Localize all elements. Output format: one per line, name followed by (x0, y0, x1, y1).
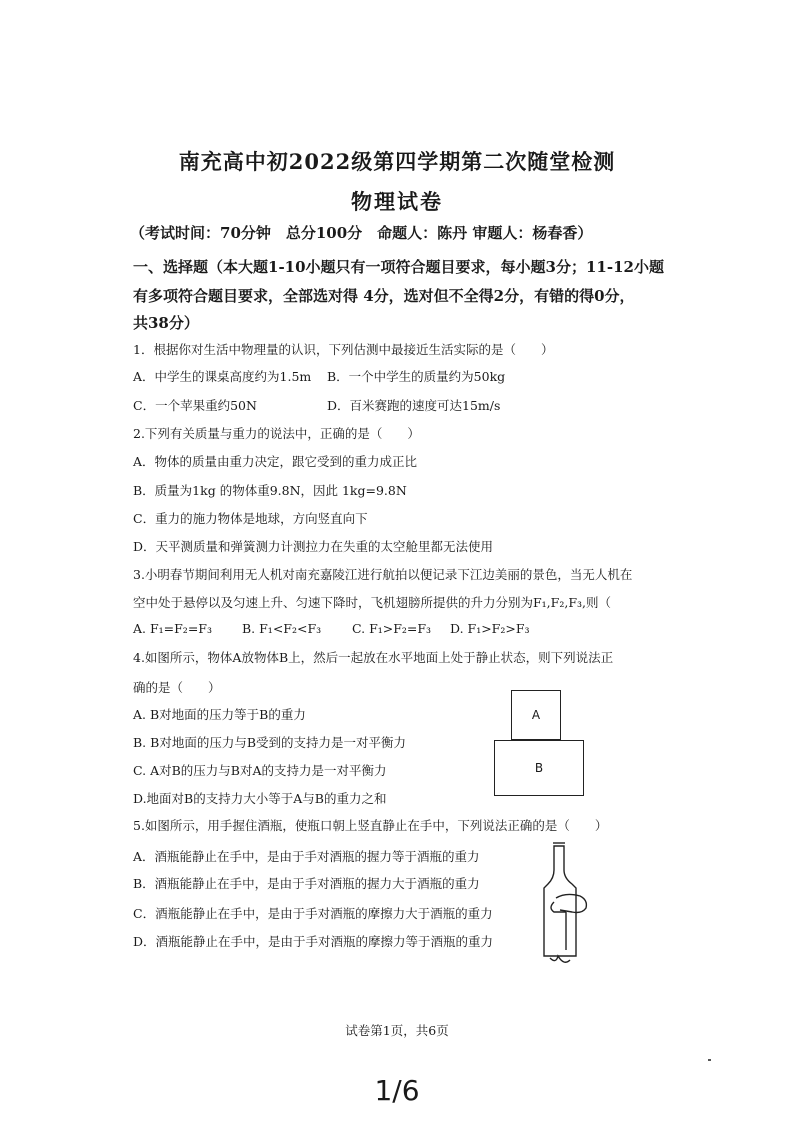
section-heading-line3: 共38分） (133, 314, 199, 332)
q4-option-c: C. A对B的压力与B对A的支持力是一对平衡力 (133, 763, 387, 778)
q3-option-a: A. F₁=F₂=F₃ (133, 621, 212, 636)
q1-option-d: D．百米赛跑的速度可达15m/s (327, 398, 501, 413)
section-heading-line1: 一、选择题（本大题1-10小题只有一项符合题目要求，每小题3分；11-12小题 (133, 258, 664, 276)
block-b-label: B (534, 761, 544, 775)
q5-option-a: A．酒瓶能静止在手中，是由于手对酒瓶的握力等于酒瓶的重力 (133, 849, 480, 864)
page-counter: 1/6 (374, 1074, 420, 1107)
block-a-label: A (531, 708, 541, 722)
block-a (511, 690, 561, 740)
q3-option-b: B. F₁<F₂<F₃ (242, 621, 322, 636)
q4-option-d: D.地面对B的支持力大小等于A与B的重力之和 (133, 791, 387, 806)
q4-option-b: B. B对地面的压力与B受到的支持力是一对平衡力 (133, 735, 407, 750)
q4-stem-line2: 确的是（ ） (133, 680, 221, 695)
bottle-in-hand-figure (536, 838, 598, 970)
q2-option-b: B．质量为1kg 的物体重9.8N，因此 1kg=9.8N (133, 483, 407, 498)
q2-stem: 2.下列有关质量与重力的说法中，正确的是（ ） (133, 426, 420, 441)
section-heading-line2: 有多项符合题目要求，全部选对得 4分，选对但不全得2分，有错的得0分， (133, 287, 635, 305)
q4-stem-line1: 4.如图所示，物体A放物体B上，然后一起放在水平地面上处于静止状态，则下列说法正 (133, 650, 614, 665)
q5-option-d: D．酒瓶能静止在手中，是由于手对酒瓶的摩擦力等于酒瓶的重力 (133, 934, 494, 949)
exam-subtitle: 物理试卷 (351, 189, 443, 214)
q5-stem: 5.如图所示，用手握住酒瓶，使瓶口朝上竖直静止在手中，下列说法正确的是（ ） (133, 818, 608, 833)
q1-option-b: B．一个中学生的质量约为50kg (327, 369, 506, 384)
q3-option-d: D. F₁>F₂>F₃ (450, 621, 530, 636)
q1-stem: 1．根据你对生活中物理量的认识，下列估测中最接近生活实际的是（ ） (133, 342, 554, 357)
q5-option-c: C．酒瓶能静止在手中，是由于手对酒瓶的摩擦力大于酒瓶的重力 (133, 906, 493, 921)
exam-info: （考试时间：70分钟 总分100分 命题人：陈丹 审题人：杨春香） (130, 224, 593, 242)
exam-title: 南充高中初2022级第四学期第二次随堂检测 (178, 149, 616, 174)
q2-option-a: A．物体的质量由重力决定，跟它受到的重力成正比 (133, 454, 418, 469)
q2-option-d: D．天平测质量和弹簧测力计测拉力在失重的太空舱里都无法使用 (133, 539, 494, 554)
q5-option-b: B．酒瓶能静止在手中，是由于手对酒瓶的握力大于酒瓶的重力 (133, 876, 480, 891)
q3-option-c: C. F₁>F₂=F₃ (352, 621, 432, 636)
scan-speck (708, 1059, 711, 1061)
q1-option-a: A．中学生的课桌高度约为1.5m (133, 369, 312, 384)
q3-stem-line1: 3.小明春节期间利用无人机对南充嘉陵江进行航拍以便记录下江边美丽的景色，当无人机在 (133, 567, 633, 582)
page-footer: 试卷第1页，共6页 (345, 1023, 449, 1038)
q3-stem-line2: 空中处于悬停以及匀速上升、匀速下降时，飞机翅膀所提供的升力分别为F₁,F₂,F₃,则（ (133, 595, 611, 610)
q4-option-a: A. B对地面的压力等于B的重力 (133, 707, 306, 722)
block-b (494, 740, 584, 796)
q1-option-c: C．一个苹果重约50N (133, 398, 257, 413)
q2-option-c: C．重力的施力物体是地球，方向竖直向下 (133, 511, 368, 526)
